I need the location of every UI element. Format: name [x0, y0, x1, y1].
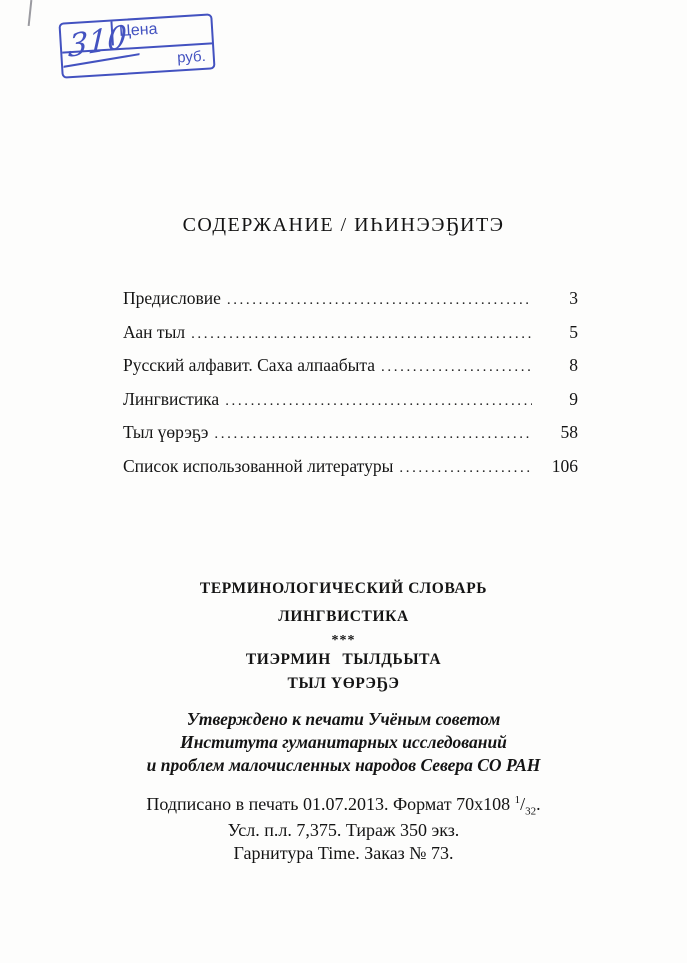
- toc-entry-title: Русский алфавит. Саха алпаабыта: [123, 355, 376, 375]
- print-line-format: [0, 793, 687, 819]
- format-text: Подписано в печать 01.07.2013. Формат 70x108: [146, 794, 515, 815]
- scan-artifact: [28, 0, 33, 26]
- toc-entry-page: 8: [569, 355, 578, 375]
- toc-row: [123, 322, 578, 356]
- series-title: ТЕРМИНОЛОГИЧЕСКИЙ СЛОВАРЬ: [199, 580, 488, 597]
- toc-row: [123, 288, 578, 322]
- toc-entry-page: 9: [569, 388, 578, 409]
- toc-row: [123, 422, 578, 456]
- approval-line: Утверждено к печати Учёным советом: [186, 709, 501, 729]
- dot-leader: [214, 422, 532, 443]
- format-period: .: [536, 794, 541, 815]
- toc-entry-title: Аан тыл: [123, 321, 186, 342]
- page-title: СОДЕРЖАНИЕ / ИҺИНЭЭҔИТЭ: [182, 214, 505, 236]
- toc-row: [123, 456, 578, 490]
- dot-leader: [381, 355, 532, 376]
- approval-line: Института гуманитарных исследований: [180, 731, 507, 752]
- toc-entry-title: Список использованной литературы: [123, 455, 394, 476]
- format-fraction-slash: /: [520, 794, 526, 815]
- toc-entry-title: Тыл үөрэҕэ: [123, 422, 209, 442]
- table-of-contents: [123, 288, 578, 489]
- dot-leader: [191, 322, 532, 343]
- approval-line: и проблем малочисленных народов Севера СО РАН: [146, 754, 541, 775]
- toc-entry-page: 106: [551, 455, 578, 476]
- dot-leader: [225, 389, 532, 410]
- toc-entry-title: Лингвистика: [123, 388, 220, 409]
- stamp-currency-label: руб.: [176, 47, 207, 67]
- toc-entry-page: 3: [569, 288, 578, 308]
- approval-statement: [0, 708, 687, 776]
- format-fraction-denominator: 32: [525, 805, 537, 818]
- toc-row: [123, 389, 578, 423]
- native-subtitle: ТЫЛ ҮӨРЭҔЭ: [287, 675, 400, 692]
- toc-entry-page: 5: [569, 321, 578, 342]
- toc-entry-page: 58: [560, 422, 578, 442]
- toc-entry-title: Предисловие: [123, 288, 221, 308]
- print-line-circulation: Усл. п.л. 7,375. Тираж 350 экз.: [227, 819, 460, 840]
- format-fraction-numerator: 1: [514, 794, 521, 807]
- series-subtitle: ЛИНГВИСТИКА: [278, 608, 409, 625]
- dot-leader: [227, 288, 532, 309]
- dot-leader: [399, 456, 532, 477]
- section-separator: ***: [331, 633, 356, 648]
- print-details: [0, 793, 687, 865]
- colophon: [0, 580, 687, 865]
- print-line-typeface: Гарнитура Time. Заказ № 73.: [233, 842, 454, 863]
- stamp-handwritten-price: 310: [64, 19, 142, 67]
- stamp-price-label: Цена: [118, 20, 159, 41]
- native-title: ТИЭРМИН ТЫЛДЬЫТА: [245, 651, 442, 668]
- toc-row: [123, 355, 578, 389]
- price-stamp: [58, 13, 215, 78]
